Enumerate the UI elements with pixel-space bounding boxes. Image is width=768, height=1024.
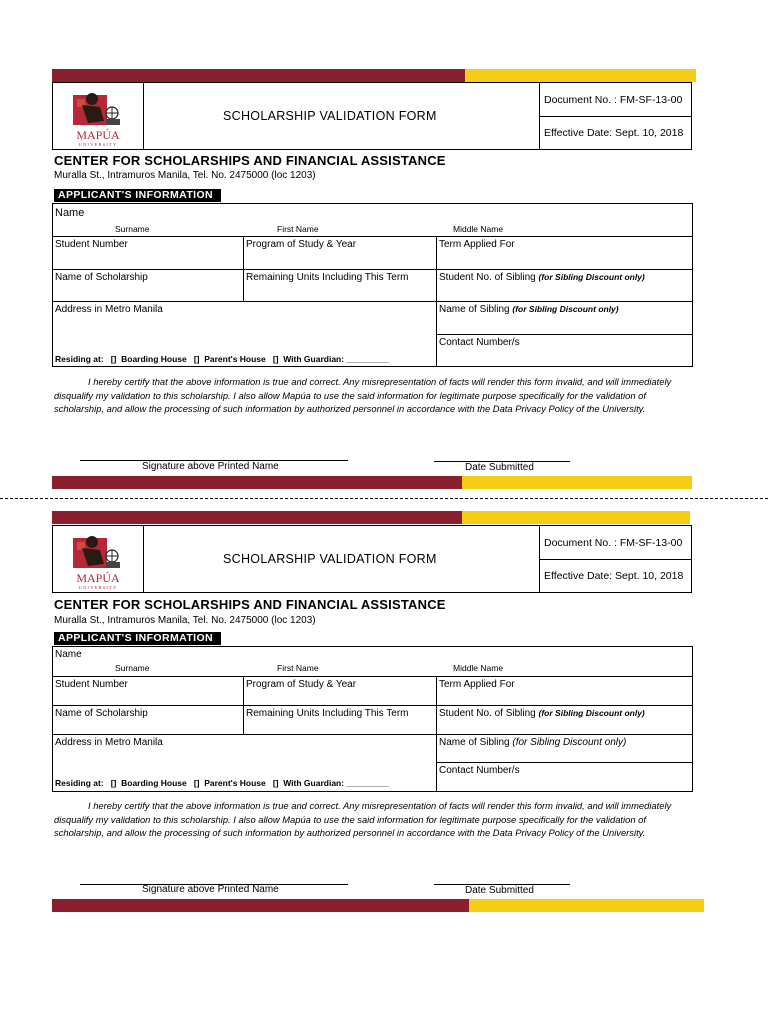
contact-label: Contact Number/s <box>439 765 520 776</box>
signature-label: Signature above Printed Name <box>142 884 279 895</box>
remaining-units-field[interactable] <box>243 269 436 301</box>
sibling-number-note: (for Sibling Discount only) <box>538 272 645 282</box>
residing-options: Residing at: [] Boarding House [] Parent's House [] With Guardian: _________ <box>55 354 389 364</box>
effective-date: Effective Date: Sept. 10, 2018 <box>540 116 691 149</box>
remaining-units-label: Remaining Units Including This Term <box>246 272 409 283</box>
doc-info-cell <box>539 83 691 149</box>
logo-subtext: UNIVERSITY <box>78 585 118 590</box>
effective-date: Effective Date: Sept. 10, 2018 <box>540 559 691 592</box>
top-bar-maroon <box>52 511 462 524</box>
program-label: Program of Study & Year <box>246 239 357 250</box>
section-header: APPLICANT'S INFORMATION <box>54 189 221 202</box>
logo-cell <box>53 83 144 149</box>
center-name: CENTER FOR SCHOLARSHIPS AND FINANCIAL ASSISTANCE <box>54 153 446 168</box>
top-bar-maroon <box>52 69 465 82</box>
middle-name-label: Middle Name <box>453 224 504 234</box>
program-label: Program of Study & Year <box>246 679 357 690</box>
center-address: Muralla St., Intramuros Manila, Tel. No. 2475000 (loc 1203) <box>54 615 316 626</box>
document-number: Document No. : FM-SF-13-00 <box>544 536 683 549</box>
sibling-number-label: Student No. of Sibling <box>439 272 536 283</box>
scholarship-field[interactable] <box>53 269 243 301</box>
bottom-bar-maroon <box>52 899 469 912</box>
signature-label: Signature above Printed Name <box>142 461 279 472</box>
mapua-logo <box>68 87 128 149</box>
cut-line <box>0 498 768 499</box>
sibling-name-field[interactable] <box>436 734 692 762</box>
surname-label: Surname <box>115 663 150 673</box>
bottom-bar-maroon <box>52 476 462 489</box>
remaining-units-label: Remaining Units Including This Term <box>246 708 409 719</box>
date-label: Date Submitted <box>465 462 534 473</box>
remaining-units-field[interactable] <box>243 705 436 734</box>
term-label: Term Applied For <box>439 239 515 250</box>
sibling-name-label: Name of Sibling <box>439 304 510 315</box>
scholarship-label: Name of Scholarship <box>55 272 148 283</box>
applicant-grid <box>52 646 693 792</box>
sibling-number-note: (for Sibling Discount only) <box>538 708 645 718</box>
sibling-number-label: Student No. of Sibling <box>439 708 536 719</box>
applicant-grid <box>52 203 693 367</box>
sibling-name-note: (for Sibling Discount only) <box>512 304 619 314</box>
certification-text: I hereby certify that the above information is true and correct. Any misrepresentation of facts will render this form invalid, and will immediately disqualify my validation to this scholarship. I also allow Mapúa to use the said information for legitimate purpose specifically for the validation of scholarship, and allow the processing of such information by authorized personnel in accordance with the Data Privacy Policy of the University. <box>54 800 672 838</box>
student-number-label: Student Number <box>55 239 128 250</box>
name-label: Name <box>55 649 82 660</box>
contact-field[interactable] <box>436 334 692 366</box>
header-box <box>52 82 692 150</box>
address-label: Address in Metro Manila <box>55 304 163 315</box>
header-box <box>52 525 692 593</box>
program-field[interactable] <box>243 236 436 269</box>
top-bar-gold <box>462 511 690 524</box>
program-field[interactable] <box>243 676 436 705</box>
form-title: SCHOLARSHIP VALIDATION FORM <box>223 552 437 566</box>
student-number-field[interactable] <box>53 236 243 269</box>
certification-text: I hereby certify that the above information is true and correct. Any misrepresentation of facts will render this form invalid, and will immediately disqualify my validation to this scholarship. I also allow Mapúa to use the said information for legitimate purpose specifically for the validation of scholarship, and allow the processing of such information by authorized personnel in accordance with the Data Privacy Policy of the University. <box>54 376 672 414</box>
sibling-name-note: (for Sibling Discount only) <box>512 737 627 748</box>
date-label: Date Submitted <box>465 885 534 896</box>
logo-subtext: UNIVERSITY <box>78 142 118 147</box>
bottom-bar-gold <box>469 899 704 912</box>
logo-cell <box>53 526 144 592</box>
term-field[interactable] <box>436 236 692 269</box>
address-label: Address in Metro Manila <box>55 737 163 748</box>
name-label: Name <box>55 207 85 219</box>
mapua-logo <box>68 530 128 592</box>
middle-name-label: Middle Name <box>453 663 504 673</box>
scholarship-label: Name of Scholarship <box>55 708 148 719</box>
top-bar-gold <box>465 69 696 82</box>
surname-label: Surname <box>115 224 150 234</box>
sibling-number-field[interactable] <box>436 705 692 734</box>
sibling-name-label: Name of Sibling <box>439 737 510 748</box>
logo-wordmark: MAPÚA <box>76 128 120 142</box>
center-address: Muralla St., Intramuros Manila, Tel. No. 2475000 (loc 1203) <box>54 170 316 181</box>
contact-field[interactable] <box>436 762 692 791</box>
student-number-label: Student Number <box>55 679 128 690</box>
document-number: Document No. : FM-SF-13-00 <box>544 93 683 106</box>
residing-options: Residing at: [] Boarding House [] Parent's House [] With Guardian: _________ <box>55 778 389 788</box>
first-name-label: First Name <box>277 224 319 234</box>
sibling-number-field[interactable] <box>436 269 692 301</box>
section-header: APPLICANT'S INFORMATION <box>54 632 221 645</box>
term-label: Term Applied For <box>439 679 515 690</box>
form-title: SCHOLARSHIP VALIDATION FORM <box>223 109 437 123</box>
center-name: CENTER FOR SCHOLARSHIPS AND FINANCIAL ASSISTANCE <box>54 597 446 612</box>
contact-label: Contact Number/s <box>439 337 520 348</box>
term-field[interactable] <box>436 676 692 705</box>
doc-info-cell <box>539 526 691 592</box>
first-name-label: First Name <box>277 663 319 673</box>
scholarship-field[interactable] <box>53 705 243 734</box>
sibling-name-field[interactable] <box>436 301 692 334</box>
bottom-bar-gold <box>462 476 692 489</box>
logo-wordmark: MAPÚA <box>76 571 120 585</box>
student-number-field[interactable] <box>53 676 243 705</box>
